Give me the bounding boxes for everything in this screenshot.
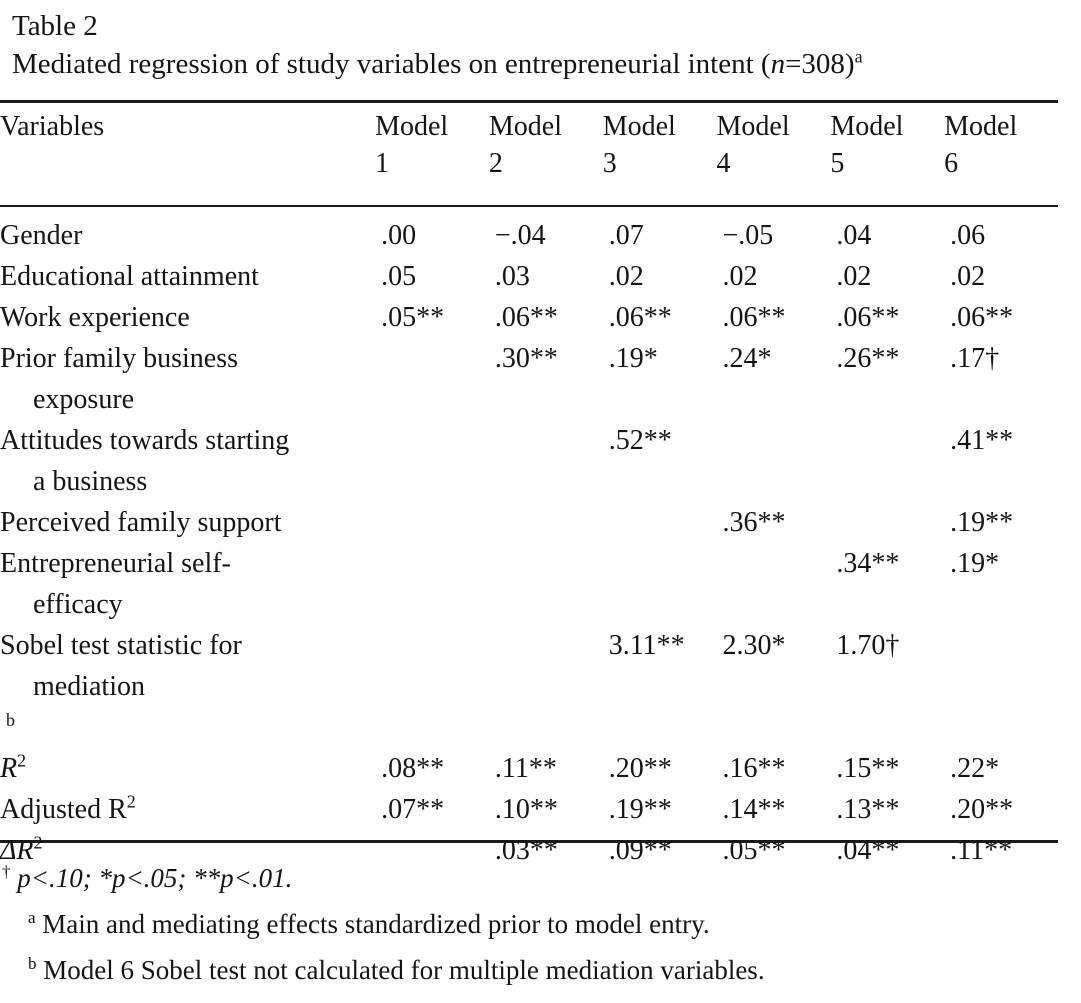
cell-model-3: .19* — [608, 343, 658, 374]
cell-model-1: .05** — [381, 302, 445, 333]
cell-model-1 — [375, 502, 489, 543]
cell-model-4: 2.30* — [722, 630, 786, 661]
header-model-word: Model — [602, 111, 676, 142]
cell-model-3: .07 — [608, 220, 644, 251]
cell-model-6: .11** — [950, 835, 1013, 866]
row-label-text: Adjusted R — [0, 794, 127, 825]
table-row — [0, 789, 1058, 830]
cell-model-2 — [489, 543, 603, 625]
cell-model-2 — [489, 420, 603, 502]
header-model-5 — [830, 108, 944, 205]
table-title — [12, 44, 1072, 84]
row-label — [0, 502, 375, 543]
cell-model-6 — [944, 625, 1058, 748]
spacer-cell — [0, 205, 1058, 215]
table-footnotes — [2, 852, 765, 990]
cell-model-6: .19** — [950, 507, 1014, 538]
cell-model-6: .06 — [950, 220, 986, 251]
table-title-note: a — [854, 46, 863, 67]
cell-model-6: .19* — [950, 548, 1000, 579]
cell-model-4 — [717, 420, 831, 502]
footnote-b-mark: b — [28, 954, 37, 973]
row-label — [0, 543, 375, 625]
cell-model-2 — [489, 625, 603, 748]
cell-model-5: .04** — [836, 835, 900, 866]
table-label: Table 2 — [12, 10, 98, 42]
row-label-text: Entrepreneurial self- — [0, 548, 231, 579]
footnote-a — [2, 898, 765, 944]
row-label-superscript: 2 — [17, 750, 27, 771]
row-label-superscript: 2 — [33, 832, 43, 853]
cell-model-4: .02 — [722, 261, 758, 292]
cell-model-5: .34** — [836, 548, 900, 579]
footnote-significance — [2, 852, 765, 898]
cell-model-4: .06** — [722, 302, 786, 333]
row-label-footnote-mark: b — [6, 709, 15, 730]
cell-model-3: 3.11** — [608, 630, 685, 661]
cell-model-4: .05** — [722, 835, 786, 866]
cell-model-3 — [603, 502, 717, 543]
row-label — [0, 338, 375, 420]
cell-model-3: .20** — [608, 753, 672, 784]
regression-table — [0, 108, 1058, 871]
cell-model-5 — [830, 420, 944, 502]
row-label — [0, 748, 375, 789]
table-row — [0, 625, 1058, 748]
row-label — [0, 215, 375, 256]
row-label-continuation: efficacy — [33, 589, 123, 620]
table-header — [0, 108, 1058, 205]
table-row — [0, 297, 1058, 338]
cell-model-1: .05 — [381, 261, 417, 292]
header-model-number: 1 — [375, 148, 390, 179]
header-model-number: 6 — [944, 148, 959, 179]
footnote-b — [2, 944, 765, 990]
cell-model-5: .15** — [836, 753, 900, 784]
spacer-row — [0, 205, 1058, 215]
row-label-text: Attitudes towards starting — [0, 425, 290, 456]
table-page — [12, 8, 1072, 84]
cell-model-3: .06** — [608, 302, 672, 333]
cell-model-2: .03 — [494, 261, 530, 292]
table-row — [0, 502, 1058, 543]
header-model-word: Model — [716, 111, 790, 142]
footnote-a-mark: a — [28, 908, 36, 927]
row-label-text: ΔR — [0, 835, 34, 866]
cell-model-4: .14** — [722, 794, 786, 825]
cell-model-1 — [375, 420, 489, 502]
footnote-a-text: Main and mediating effects standardized prior to model entry. — [35, 909, 710, 939]
cell-model-5: .04 — [836, 220, 872, 251]
row-label — [0, 297, 375, 338]
header-model-number: 2 — [488, 148, 503, 179]
cell-model-5: .02 — [836, 261, 872, 292]
table-title-eq: =308) — [785, 48, 855, 80]
cell-model-2: .10** — [494, 794, 558, 825]
header-model-1 — [375, 108, 489, 205]
cell-model-6: .22* — [950, 753, 1000, 784]
cell-model-3 — [603, 543, 717, 625]
header-model-3 — [603, 108, 717, 205]
cell-model-2: .03** — [494, 835, 558, 866]
cell-model-4: .24* — [722, 343, 772, 374]
cell-model-2: .11** — [494, 753, 557, 784]
cell-model-5: .06** — [836, 302, 900, 333]
cell-model-3: .02 — [608, 261, 644, 292]
row-label-superscript: 2 — [126, 791, 136, 812]
cell-model-1 — [375, 543, 489, 625]
cell-model-2: .06** — [494, 302, 558, 333]
top-rule — [0, 100, 1058, 103]
row-label-text: Perceived family support — [0, 507, 282, 538]
cell-model-4: .16** — [722, 753, 786, 784]
table-row — [0, 215, 1058, 256]
header-model-number: 3 — [602, 148, 617, 179]
table-row — [0, 420, 1058, 502]
table-row — [0, 256, 1058, 297]
table-row — [0, 543, 1058, 625]
row-label-text: Gender — [0, 220, 83, 251]
header-model-word: Model — [488, 111, 562, 142]
row-label — [0, 625, 375, 748]
row-label-continuation: exposure — [33, 384, 135, 415]
table-row — [0, 748, 1058, 789]
cell-model-5: .13** — [836, 794, 900, 825]
table-title-text: Mediated regression of study variables on entrepreneurial intent ( — [12, 48, 771, 80]
header-variables: Variables — [0, 111, 105, 142]
table-body — [0, 205, 1058, 871]
row-label — [0, 789, 375, 830]
cell-model-2: −.04 — [494, 220, 546, 251]
header-model-word: Model — [944, 111, 1018, 142]
row-label-continuation: a business — [33, 466, 148, 497]
row-label — [0, 256, 375, 297]
cell-model-1 — [375, 625, 489, 748]
cell-model-6: .41** — [950, 425, 1014, 456]
cell-model-2: .30** — [494, 343, 558, 374]
header-model-word: Model — [375, 111, 449, 142]
row-label-text: Work experience — [0, 302, 190, 333]
cell-model-5: .26** — [836, 343, 900, 374]
row-label-continuation: mediation — [33, 671, 145, 702]
header-row — [0, 108, 1058, 205]
cell-model-3: .52** — [608, 425, 672, 456]
row-label-text: Prior family business — [0, 343, 238, 374]
header-model-6 — [944, 108, 1058, 205]
cell-model-4: .36** — [722, 507, 786, 538]
cell-model-1: .08** — [381, 753, 445, 784]
footnote-b-text: Model 6 Sobel test not calculated for multiple mediation variables. — [36, 955, 765, 985]
header-model-2 — [489, 108, 603, 205]
cell-model-6: .20** — [950, 794, 1014, 825]
cell-model-4: −.05 — [722, 220, 774, 251]
header-model-4 — [717, 108, 831, 205]
row-label-text: Educational attainment — [0, 261, 259, 292]
cell-model-4 — [717, 543, 831, 625]
cell-model-1 — [375, 338, 489, 420]
cell-model-5: 1.70† — [836, 630, 900, 661]
cell-model-3: .19** — [608, 794, 672, 825]
cell-model-1: .07** — [381, 794, 445, 825]
cell-model-2 — [489, 502, 603, 543]
header-model-number: 5 — [830, 148, 845, 179]
dagger-mark: † — [2, 862, 11, 881]
cell-model-3: .09** — [608, 835, 672, 866]
table-title-n: n — [770, 48, 786, 80]
cell-model-6: .02 — [950, 261, 986, 292]
table-row — [0, 338, 1058, 420]
row-label — [0, 420, 375, 502]
cell-model-5 — [830, 502, 944, 543]
cell-model-6: .06** — [950, 302, 1014, 333]
cell-model-6: .17† — [950, 343, 1000, 374]
cell-model-1: .00 — [381, 220, 417, 251]
footnote-significance-text: p<.10; *p<.05; **p<.01. — [10, 863, 293, 893]
header-model-number: 4 — [716, 148, 731, 179]
row-label-text: R — [0, 753, 18, 784]
row-label-text: Sobel test statistic for — [0, 630, 242, 661]
header-model-word: Model — [830, 111, 904, 142]
